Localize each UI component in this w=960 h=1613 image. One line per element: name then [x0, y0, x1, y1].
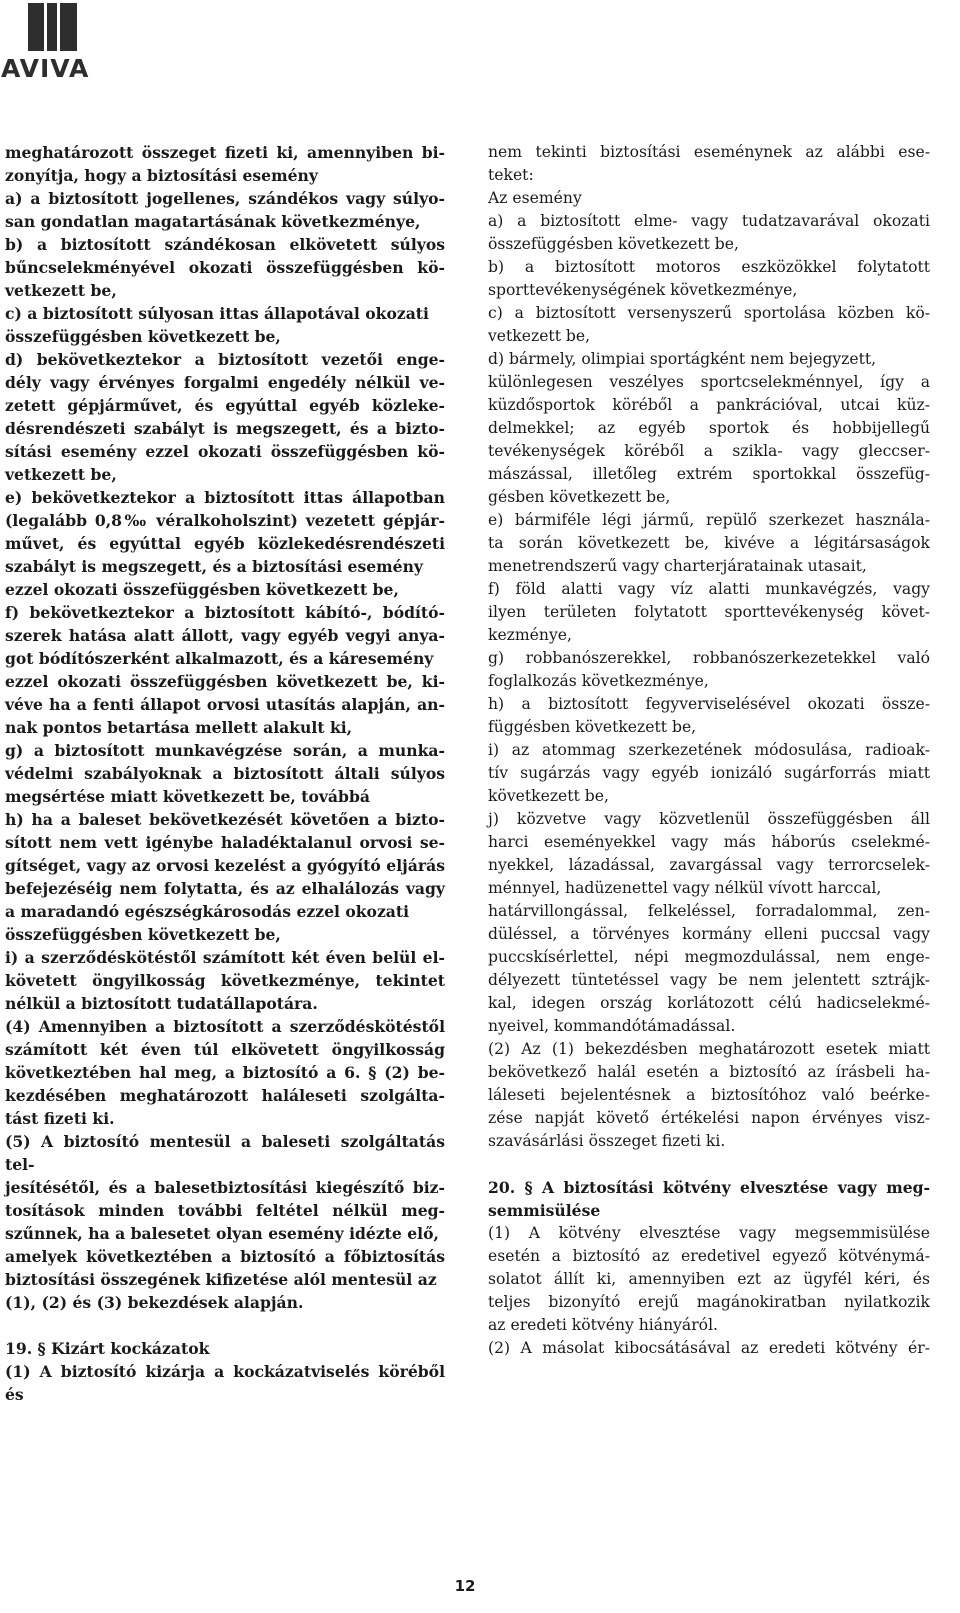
left-text-line: ezzel okozati összefüggésben következett be, ki-: [5, 672, 445, 691]
right-text-line: ménnyel, hadüzenettel vagy nélkül vívott harccal,: [488, 879, 882, 897]
left-text-line: nélkül a biztosított tudatállapotára.: [5, 994, 318, 1013]
right-text-line: h) a biztosított fegyverviselésével okozati össze-: [488, 695, 930, 713]
left-text-line: sítási esemény ezzel okozati összefüggésben kö-: [5, 442, 445, 461]
right-text-line: függésben következett be,: [488, 718, 697, 736]
left-text-line: zonyítja, hogy a biztosítási esemény: [5, 166, 318, 185]
right-text-line: határvillongással, felkeléssel, forradalommal, zen-: [488, 902, 930, 920]
right-text-line: tív sugárzás vagy egyéb ionizáló sugárforrás miatt: [488, 764, 930, 782]
section-heading-20: semmisülése: [488, 1201, 601, 1220]
section-heading-19: 19. § Kizárt kockázatok: [5, 1339, 210, 1358]
right-text-line: (2) A másolat kibocsátásával az eredeti kötvény ér-: [488, 1339, 930, 1357]
right-text-line: küzdősportok köréből a pankrációval, utcai küz-: [488, 396, 930, 414]
left-text-line: kezdésében meghatározott haláleseti szolgálta-: [5, 1086, 445, 1105]
left-column: [5, 141, 445, 1406]
right-text-line: delmekkel; az egyéb sportok és hobbijellegű: [488, 419, 930, 437]
left-text-line: bűncselekményével okozati összefüggésben kö-: [5, 258, 445, 277]
right-text-line: c) a biztosított versenyszerű sportolása közben kö-: [488, 304, 930, 322]
left-text-line: d) bekövetkeztekor a biztosított vezetői enge-: [5, 350, 445, 369]
right-text-line: különlegesen veszélyes sportcselekménnyel, így a: [488, 373, 930, 391]
right-text-line: szavásárlási összeget fizeti ki.: [488, 1132, 726, 1150]
left-text-line: i) a szerződéskötéstől számított két éven belül el-: [5, 948, 445, 967]
right-text-line: (1) A kötvény elvesztése vagy megsemmisülése: [488, 1224, 930, 1242]
left-text-line: san gondatlan magatartásának következménye,: [5, 212, 421, 231]
left-text-line: a maradandó egészségkárosodás ezzel okozati: [5, 902, 410, 921]
right-text-line: (2) Az (1) bekezdésben meghatározott esetek miatt: [488, 1040, 930, 1058]
page-number: 12: [454, 1577, 476, 1595]
left-text-line: vetkezett be,: [5, 281, 117, 300]
right-text-line: gésben következett be,: [488, 488, 671, 506]
right-text-line: az eredeti kötvény hiányáról.: [488, 1316, 719, 1334]
left-text-line: (4) Amennyiben a biztosított a szerződéskötéstől: [5, 1017, 445, 1036]
left-text-line: amelyek következtében a biztosító a főbiztosítás: [5, 1247, 445, 1266]
right-text-line: d) bármely, olimpiai sportágként nem bejegyzett,: [488, 350, 877, 368]
right-text-line: Az esemény: [488, 189, 582, 207]
right-text-line: düléssel, a törvényes kormány elleni puccsal vagy: [488, 925, 930, 943]
right-text-line: bekövetkező halál esetén a biztosító az írásbeli ha-: [488, 1063, 930, 1081]
left-text-line: jesítésétől, és a balesetbiztosítási kiegészítő biz-: [5, 1178, 445, 1197]
left-text-line: f) bekövetkeztekor a biztosított kábító-, bódító-: [5, 603, 445, 622]
right-text-line: kezménye,: [488, 626, 572, 644]
right-text-line: puccskísérlettel, népi megmozdulással, nem enge-: [488, 948, 930, 966]
left-text-line: h) ha a baleset bekövetkezését követően a bizto-: [5, 810, 445, 829]
left-text-line: összefüggésben következett be,: [5, 925, 281, 944]
right-text-line: nyekkel, lázadással, zavargással vagy terrorcselek-: [488, 856, 930, 874]
left-text-line: nak pontos betartása mellett alakult ki,: [5, 718, 353, 737]
right-text-line: vetkezett be,: [488, 327, 591, 345]
right-text-line: délyezett tüntetéssel vagy be nem jelentett sztrájk-: [488, 971, 930, 989]
left-text-line: got bódítószerként alkalmazott, és a káresemény: [5, 649, 434, 668]
left-text-line: számított két éven túl elkövetett öngyilkosság: [5, 1040, 445, 1059]
left-text-line: következtében hal meg, a biztosító a 6. § (2) be-: [5, 1063, 445, 1082]
right-text-line: következett be,: [488, 787, 609, 805]
right-text-line: teket:: [488, 166, 534, 184]
left-text-line: szabályt is megszegett, és a biztosítási esemény: [5, 557, 423, 576]
left-text-line: sított nem vett igénybe haladéktalanul orvosi se-: [5, 833, 445, 852]
left-text-line: összefüggésben következett be,: [5, 327, 281, 346]
left-text-line: (5) A biztosító mentesül a baleseti szolgáltatás tel-: [5, 1132, 445, 1174]
left-text-line: (1), (2) és (3) bekezdések alapján.: [5, 1293, 304, 1312]
right-text-line: harci eseményekkel vagy más háborús cselekmé-: [488, 833, 930, 851]
left-text-line: véve ha a fenti állapot orvosi utasítás alapján, an-: [5, 695, 445, 714]
right-text-line: tevékenységek köréből a szikla- vagy gleccser-: [488, 442, 930, 460]
left-text-line: dély vagy érvényes forgalmi engedély nélkül ve-: [5, 373, 445, 392]
aviva-logo-icon: [28, 3, 77, 51]
left-text-line: ezzel okozati összefüggésben következett be,: [5, 580, 399, 599]
left-text-line: (legalább 0,8‰ véralkoholszint) vezetett gépjár-: [5, 511, 445, 530]
left-text-line: meghatározott összeget fizeti ki, amennyiben bi-: [5, 143, 445, 162]
logo-text: AVIVA: [1, 54, 90, 83]
right-text-line: a) a biztosított elme- vagy tudatzavarával okozati: [488, 212, 930, 230]
left-text-line: (1) A biztosító kizárja a kockázatviselés köréből és: [5, 1362, 445, 1404]
left-text-line: gítséget, vagy az orvosi kezelést a gyógyító eljárás: [5, 856, 445, 875]
section-heading-20: 20. § A biztosítási kötvény elvesztése vagy meg-: [488, 1178, 930, 1197]
right-text-line: sporttevékenységének következménye,: [488, 281, 798, 299]
left-text-line: biztosítási összegének kifizetése alól mentesül az: [5, 1270, 437, 1289]
left-text-line: désrendészeti szabályt is megszegett, és a bizto-: [5, 419, 445, 438]
right-text-line: ilyen területen folytatott sporttevékenység követ-: [488, 603, 930, 621]
left-text-line: védelmi szabályoknak a biztosított általi súlyos: [5, 764, 445, 783]
right-text-line: nem tekinti biztosítási eseménynek az alábbi ese-: [488, 143, 930, 161]
left-text-line: vetkezett be,: [5, 465, 117, 484]
left-text-line: követett öngyilkosság következménye, tekintet: [5, 971, 445, 990]
right-text-line: j) közvetve vagy közvetlenül összefüggésben áll: [488, 810, 930, 828]
left-text-line: a) a biztosított jogellenes, szándékos vagy súlyo-: [5, 189, 445, 208]
right-text-line: menetrendszerű vagy charterjáratainak utasait,: [488, 557, 867, 575]
right-text-line: foglalkozás következménye,: [488, 672, 709, 690]
right-column: [488, 141, 930, 1360]
right-text-line: zése napját követő értékelési napon érvényes visz-: [488, 1109, 930, 1127]
left-text-line: e) bekövetkeztekor a biztosított ittas állapotban: [5, 488, 445, 507]
right-text-line: i) az atommag szerkezetének módosulása, radioak-: [488, 741, 930, 759]
left-text-line: g) a biztosított munkavégzése során, a munka-: [5, 741, 445, 760]
right-text-line: ta során következett be, kivéve a légitársaságok: [488, 534, 930, 552]
right-text-line: f) föld alatti vagy víz alatti munkavégzés, vagy: [488, 580, 930, 598]
left-text-line: tosítások minden további feltétel nélkül meg-: [5, 1201, 445, 1220]
right-text-line: teljes bizonyító erejű magánokiratban nyilatkozik: [488, 1293, 930, 1311]
aviva-logo: [0, 0, 110, 82]
right-text-line: összefüggésben következett be,: [488, 235, 739, 253]
left-text-line: tást fizeti ki.: [5, 1109, 115, 1128]
right-text-line: mászással, illetőleg extrém sportokkal összefüg-: [488, 465, 930, 483]
right-text-line: solatot állít ki, amennyiben ezt az ügyfél kéri, és: [488, 1270, 930, 1288]
left-text-line: befejezéséig nem folytatta, és az elhalálozás vagy: [5, 879, 445, 898]
right-text-line: láleseti bejelentésnek a biztosítóhoz való beérke-: [488, 1086, 930, 1104]
left-text-line: szűnnek, ha a balesetet olyan esemény idézte elő,: [5, 1224, 439, 1243]
right-text-line: b) a biztosított motoros eszközökkel folytatott: [488, 258, 930, 276]
left-text-line: b) a biztosított szándékosan elkövetett súlyos: [5, 235, 445, 254]
left-text-line: szerek hatása alatt állott, vagy egyéb vegyi anya-: [5, 626, 445, 645]
left-text-line: zetett gépjárművet, és egyúttal egyéb közleke-: [5, 396, 445, 415]
right-text-line: g) robbanószerekkel, robbanószerkezetekkel való: [488, 649, 930, 667]
right-text-line: esetén a biztosító az eredetivel egyező kötvénymá-: [488, 1247, 930, 1265]
right-text-line: kal, idegen ország korlátozott célú hadicselekmé-: [488, 994, 930, 1012]
left-text-line: megsértése miatt következett be, továbbá: [5, 787, 370, 806]
right-text-line: e) bármiféle légi jármű, repülő szerkezet használa-: [488, 511, 930, 529]
left-text-line: c) a biztosított súlyosan ittas állapotával okozati: [5, 304, 429, 323]
left-text-line: művet, és egyúttal egyéb közlekedésrendészeti: [5, 534, 445, 553]
right-text-line: nyeivel, kommandótámadással.: [488, 1017, 736, 1035]
